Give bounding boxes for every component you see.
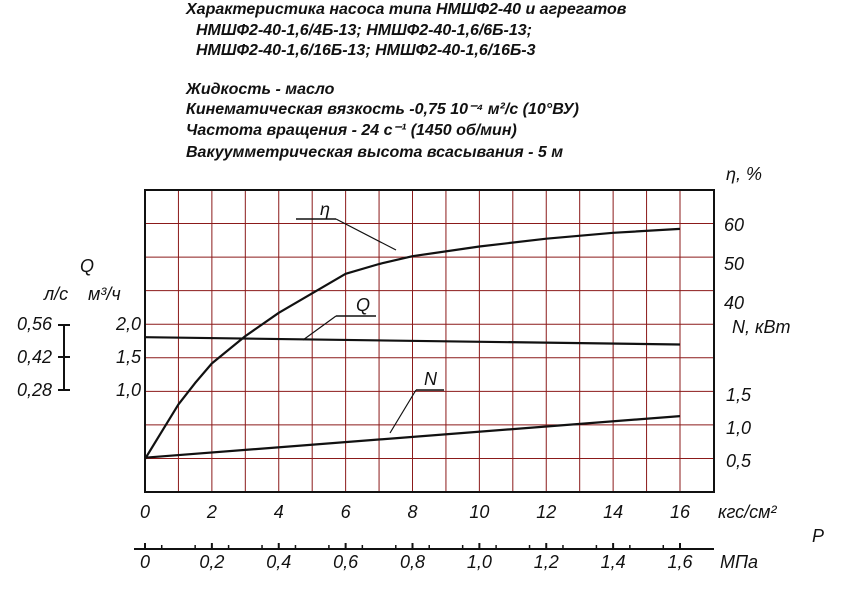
n-tick-label: 1,5 bbox=[726, 385, 752, 405]
x2-tick-label: 0,6 bbox=[333, 552, 359, 572]
q-tick-label-ls: 0,56 bbox=[16, 314, 52, 334]
speed-text: Частота вращения - 24 с⁻¹ (1450 об/мин) bbox=[186, 122, 517, 139]
tick-labels bbox=[17, 215, 752, 522]
q-tick-label-ls: 0,28 bbox=[16, 380, 52, 400]
x-tick-label: 14 bbox=[603, 502, 624, 522]
x2-tick-label: 0,2 bbox=[199, 552, 225, 572]
x-tick-label: 8 bbox=[407, 502, 418, 522]
x2-tick-label: 1,2 bbox=[533, 552, 559, 572]
x2-tick-label: 1,4 bbox=[600, 552, 626, 572]
x-tick-label: 6 bbox=[340, 502, 351, 522]
x2-tick-label: 0,4 bbox=[266, 552, 292, 572]
x-tick-label: 2 bbox=[206, 502, 217, 522]
x-tick-label: 10 bbox=[469, 502, 490, 522]
q-tick-label-m3h: 2,0 bbox=[116, 314, 142, 334]
eta-axis-label: η, % bbox=[726, 164, 762, 184]
eta-tick-label: 40 bbox=[724, 293, 745, 313]
title-line-3: НМШФ2-40-1,6/16Б-13; НМШФ2-40-1,6/16Б-3 bbox=[196, 42, 536, 59]
q-tick-label-ls: 0,42 bbox=[16, 347, 52, 367]
series-label-eta: η bbox=[320, 199, 330, 219]
q-axis-symbol: Q bbox=[80, 256, 95, 276]
x-tick-label: 16 bbox=[669, 502, 691, 522]
eta-tick-label: 60 bbox=[724, 215, 745, 235]
q-unit-ls: л/с bbox=[44, 284, 69, 304]
q-leader-line bbox=[303, 316, 336, 340]
x2-tick-label: 0 bbox=[139, 552, 151, 572]
n-axis-label: N, кВт bbox=[732, 317, 791, 337]
viscosity-text: Кинематическая вязкость -0,75 10⁻⁴ м²/с (10°ВУ) bbox=[186, 101, 579, 118]
x2-tick-label: 1,0 bbox=[466, 552, 492, 572]
x-unit-kgf: кгс/см² bbox=[718, 502, 777, 522]
q-tick-label-m3h: 1,0 bbox=[116, 380, 142, 400]
x-tick-label: 0 bbox=[139, 502, 151, 522]
title-line-2: НМШФ2-40-1,6/4Б-13; НМШФ2-40-1,6/6Б-13; bbox=[196, 22, 532, 39]
n-tick-label: 1,0 bbox=[726, 418, 752, 438]
eta-tick-label: 50 bbox=[724, 254, 745, 274]
mpa-scale-ticks bbox=[140, 543, 694, 572]
fluid-text: Жидкость - масло bbox=[186, 81, 335, 98]
x2-unit-mpa: МПа bbox=[720, 552, 759, 572]
x2-tick-label: 0,8 bbox=[399, 552, 426, 572]
n-tick-label: 0,5 bbox=[726, 451, 752, 471]
suction-text: Вакуумметрическая высота всасывания - 5 м bbox=[186, 144, 564, 161]
x-tick-label: 12 bbox=[536, 502, 557, 522]
series-label-q: Q bbox=[356, 295, 371, 315]
series-label-n: N bbox=[424, 369, 437, 389]
title-line-1: Характеристика насоса типа НМШФ2-40 и агрегатов bbox=[186, 1, 627, 18]
x-tick-label: 4 bbox=[273, 502, 284, 522]
x-variable-p: P bbox=[812, 526, 825, 546]
q-unit-m3h: м³/ч bbox=[88, 284, 121, 304]
x2-tick-label: 1,6 bbox=[667, 552, 693, 572]
q-tick-label-m3h: 1,5 bbox=[116, 347, 142, 367]
